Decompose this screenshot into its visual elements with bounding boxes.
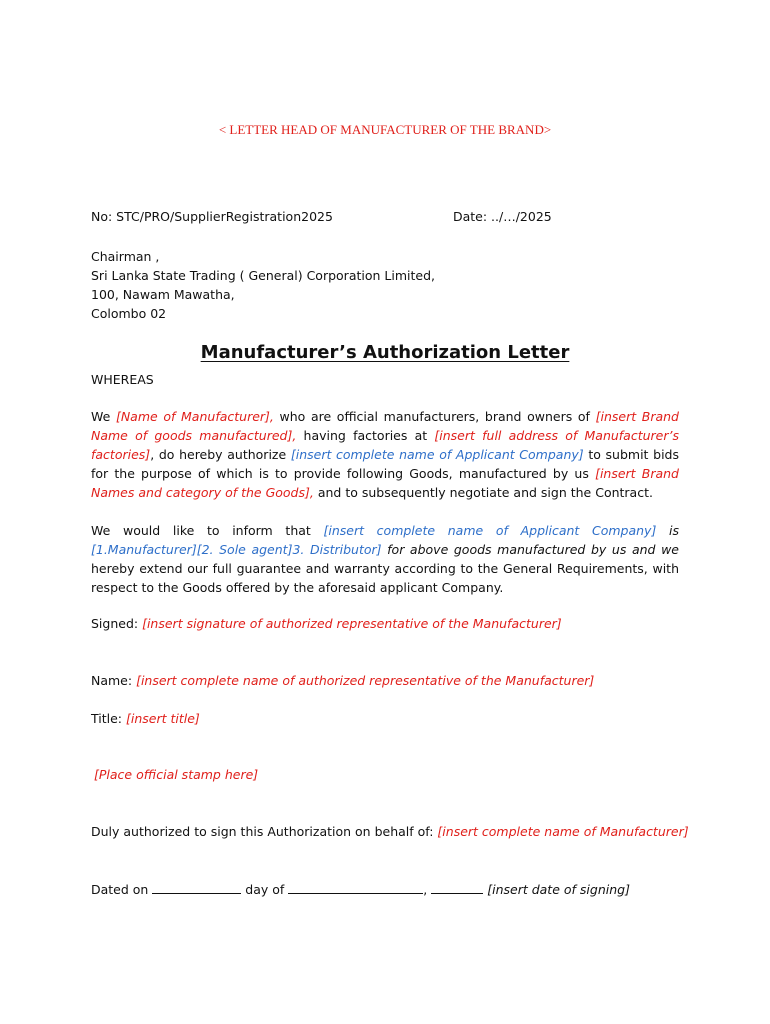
p1-text-1: We: [91, 409, 116, 424]
year-blank: [431, 880, 483, 894]
letterhead-placeholder: < LETTER HEAD OF MANUFACTURER OF THE BRAND>: [218, 122, 552, 137]
representative-name-placeholder: [insert complete name of authorized representative of the Manufacturer]: [136, 673, 595, 688]
dated-label: Dated on: [91, 882, 153, 897]
name-line: [91, 673, 594, 688]
brand-category-placeholder: [insert Brand Names and category of the Goods],: [91, 466, 679, 500]
factory-address-placeholder: [insert full address of Manufacturer’s factories]: [91, 428, 679, 462]
whereas-heading: WHEREAS: [91, 372, 154, 387]
p1-text-6: and to subsequently negotiate and sign the Contract.: [313, 485, 653, 500]
p2-text-1: We would like to inform that: [91, 523, 324, 538]
applicant-company-placeholder-2: [insert complete name of Applicant Company]: [323, 523, 657, 538]
p2-italic-1: is: [656, 523, 679, 538]
date-of-signing-placeholder: [insert date of signing]: [483, 882, 630, 897]
date-blank: [152, 880, 241, 894]
p1-text-3: having factories at: [296, 428, 435, 443]
dated-line: [91, 880, 630, 897]
title-line: [91, 711, 200, 726]
applicant-role-placeholder: [1.Manufacturer][2. Sole agent]3. Distributor]: [91, 542, 382, 557]
reference-number: No: STC/PRO/SupplierRegistration2025: [91, 209, 333, 224]
comma-separator: ,: [423, 882, 432, 897]
month-blank: [288, 880, 423, 894]
p1-text-2: who are official manufacturers, brand owners of: [273, 409, 596, 424]
signed-label: Signed:: [91, 616, 143, 631]
authorization-paragraph: [91, 407, 679, 502]
address-line-2: Sri Lanka State Trading ( General) Corporation Limited,: [91, 268, 435, 283]
manufacturer-name-placeholder: [Name of Manufacturer],: [115, 409, 274, 424]
reference-date: Date: ../…/2025: [453, 209, 552, 224]
stamp-placeholder: [Place official stamp here]: [94, 767, 259, 782]
duly-label: Duly authorized to sign this Authorization on behalf of:: [91, 824, 438, 839]
title-label: Title:: [91, 711, 126, 726]
address-line-4: Colombo 02: [91, 306, 167, 321]
name-label: Name:: [91, 673, 137, 688]
address-line-1: Chairman ,: [91, 249, 160, 264]
p1-text-5: to submit bids for the purpose of which is to provide following Goods, manufactured by us: [91, 447, 679, 481]
p1-text-4: , do hereby authorize: [150, 447, 291, 462]
day-of-label: day of: [241, 882, 289, 897]
address-line-3: 100, Nawam Mawatha,: [91, 287, 235, 302]
manufacturer-complete-name-placeholder: [insert complete name of Manufacturer]: [437, 824, 689, 839]
p2-text-2: hereby extend our full guarantee and warranty according to the General Requirements, with respect to the Goods offered by the aforesaid applicant Company.: [91, 561, 679, 595]
brand-name-placeholder: [insert Brand Name of goods manufactured],: [91, 409, 679, 443]
duly-authorized-line: [91, 824, 689, 839]
applicant-company-placeholder: [insert complete name of Applicant Company]: [290, 447, 584, 462]
p2-italic-2: for above goods manufactured by us and we: [381, 542, 679, 557]
guarantee-paragraph: [91, 521, 679, 597]
signed-line: [91, 616, 562, 631]
recipient-address: [91, 247, 435, 323]
signature-placeholder: [insert signature of authorized representative of the Manufacturer]: [142, 616, 562, 631]
letter-title: Manufacturer’s Authorization Letter: [200, 342, 570, 363]
title-placeholder: [insert title]: [125, 711, 200, 726]
